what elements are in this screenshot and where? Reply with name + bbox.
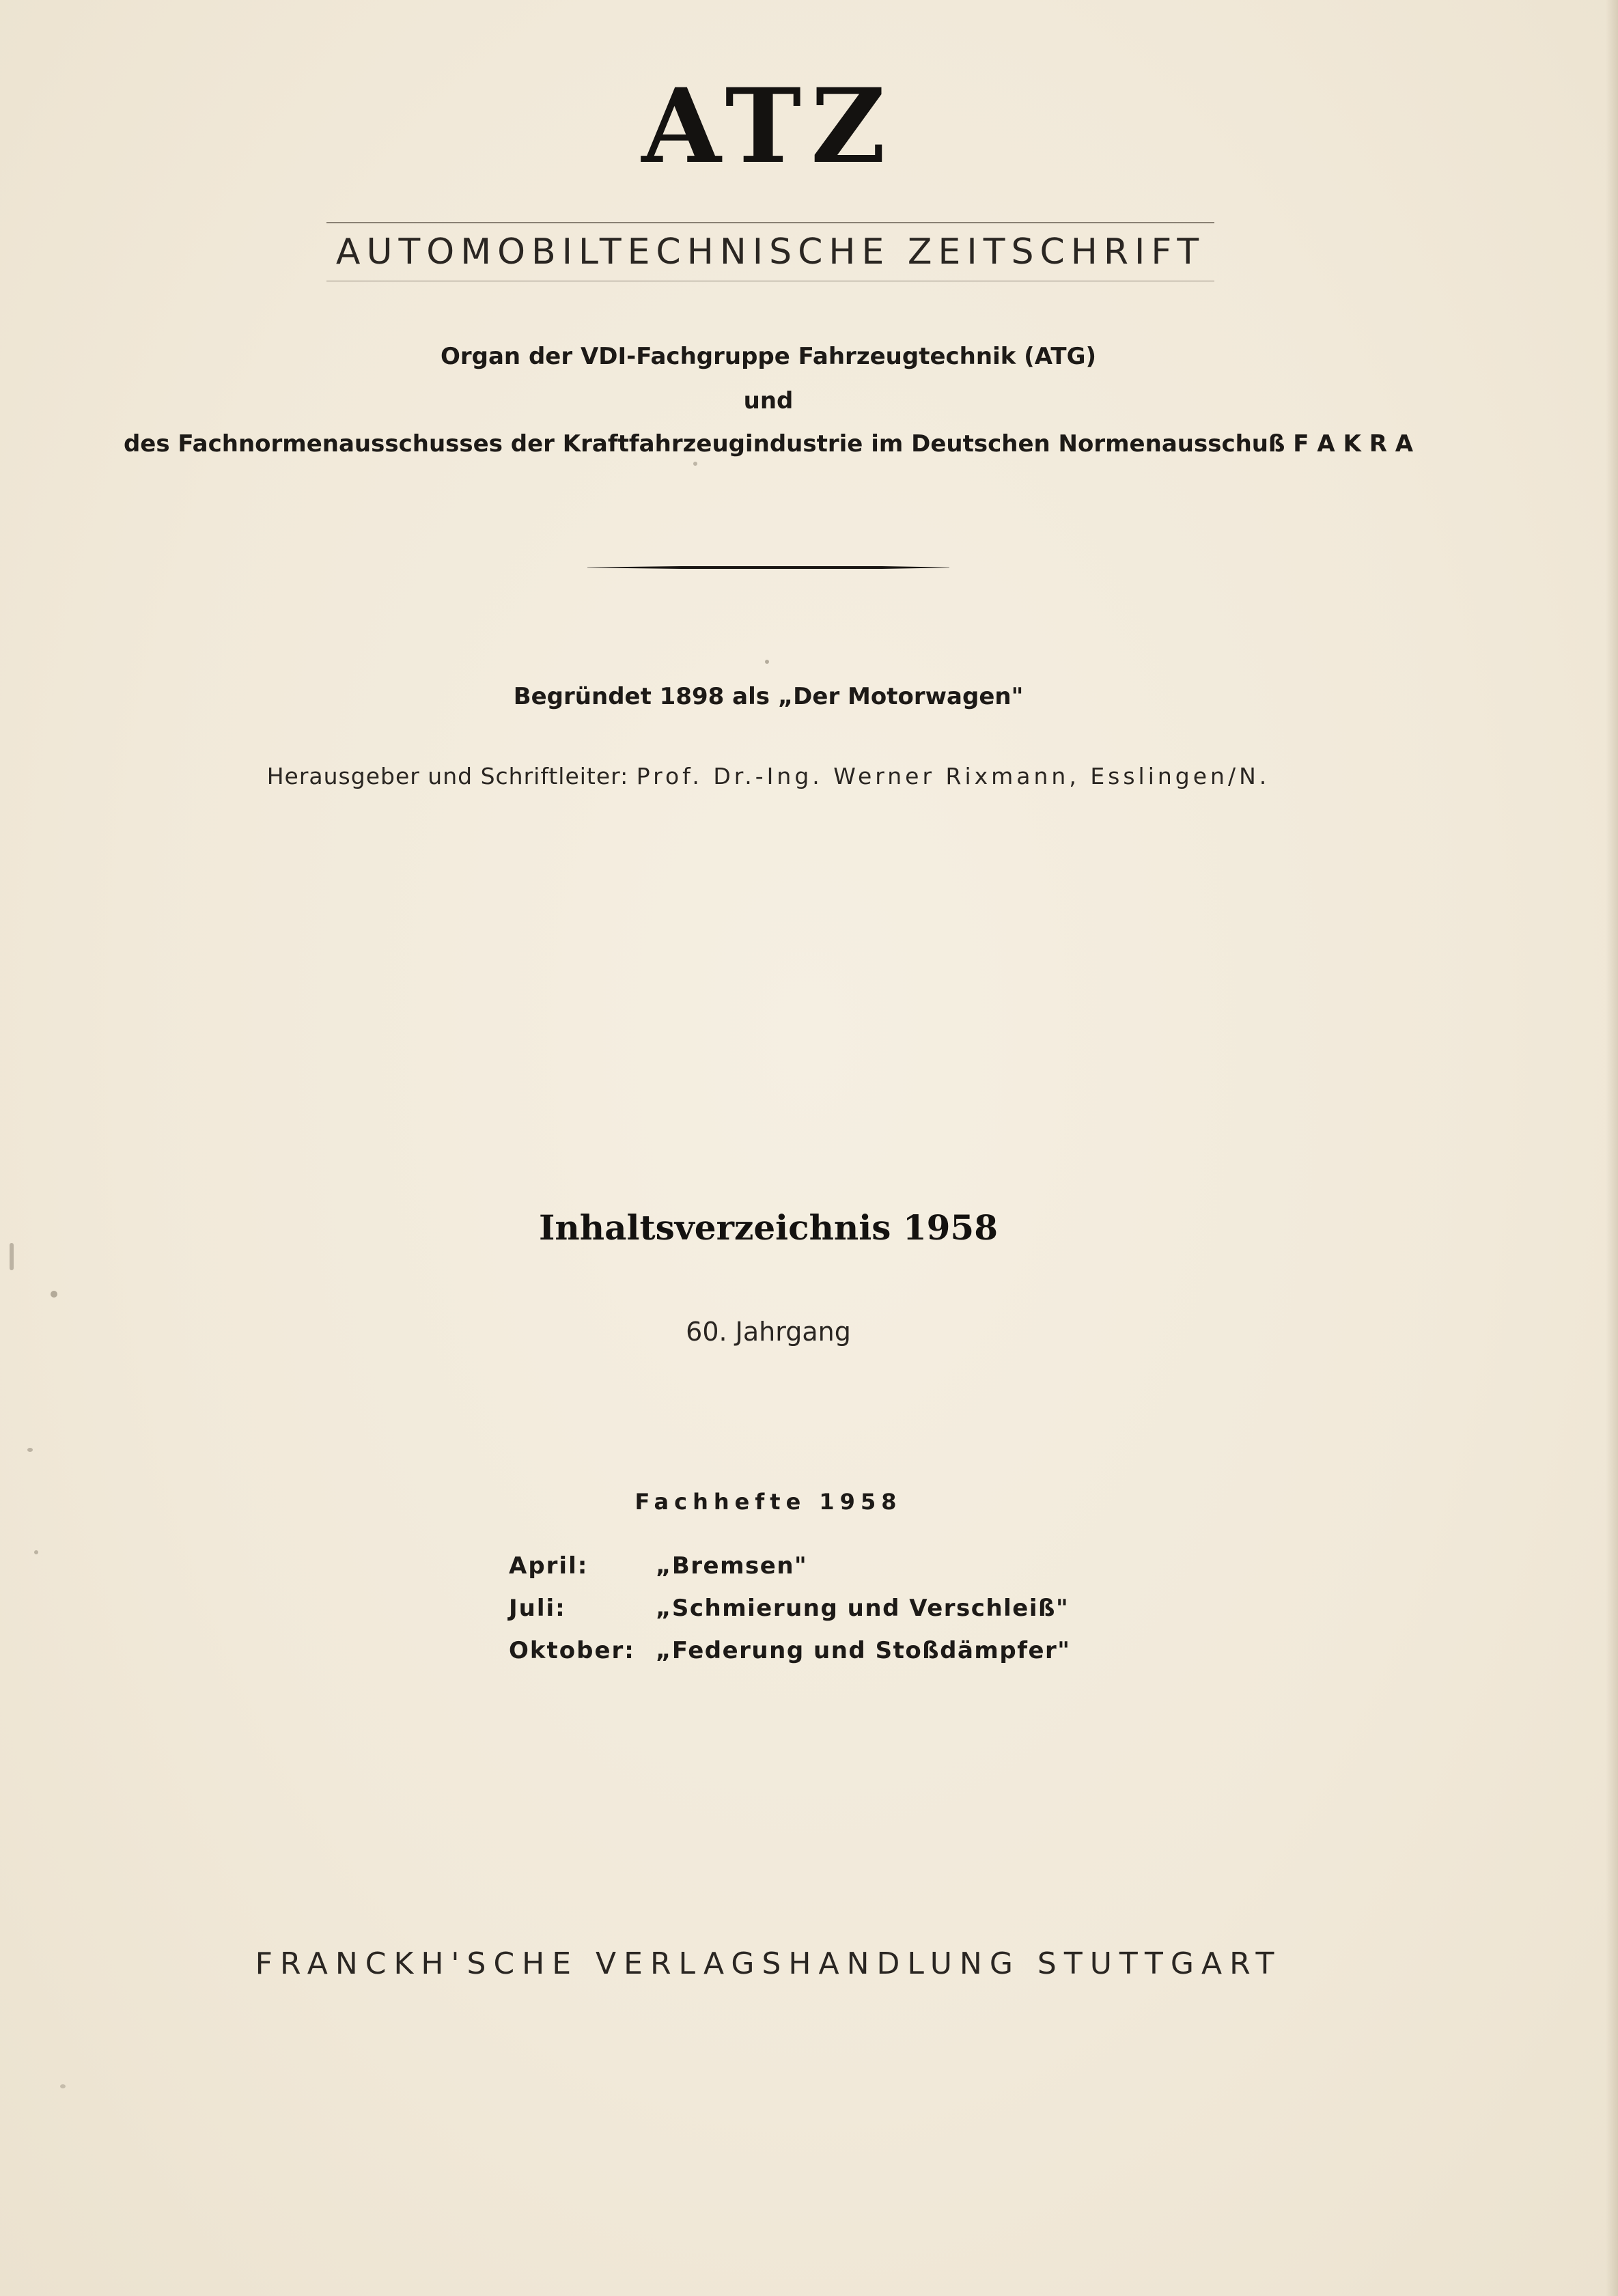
- list-item: [509, 1587, 1071, 1629]
- founded-line: Begründet 1898 als „Der Motorwagen": [513, 683, 1024, 710]
- issue-month: Oktober:: [509, 1637, 635, 1664]
- scan-artifact: [10, 1243, 14, 1270]
- list-item: [509, 1545, 1071, 1587]
- editor-label: Herausgeber und Schriftleiter:: [266, 763, 629, 789]
- journal-logo: ATZ: [641, 66, 895, 186]
- journal-subtitle-block: [326, 222, 1214, 283]
- volume-number: 60. Jahrgang: [686, 1317, 851, 1347]
- issue-topic: „Schmierung und Verschleiß": [656, 1595, 1070, 1622]
- scan-artifact: [765, 660, 769, 664]
- scan-artifact: [51, 1291, 57, 1298]
- issue-topic: „Bremsen": [656, 1552, 808, 1580]
- organ-line-2: und: [743, 387, 794, 415]
- organ-line-3: des Fachnormenausschusses der Kraftfahrzeugindustrie im Deutschen Normenausschuß F A K R A: [123, 430, 1414, 458]
- decorative-rule: [587, 565, 949, 570]
- issue-topic: „Federung und Stoßdämpfer": [656, 1637, 1071, 1664]
- special-issues-list: [509, 1545, 1071, 1672]
- editor-line: [0, 763, 1537, 789]
- scan-artifact: [693, 462, 697, 466]
- issue-month: April:: [509, 1552, 589, 1580]
- special-issues-heading: Fachhefte 1958: [634, 1489, 902, 1515]
- journal-subtitle: AUTOMOBILTECHNISCHE ZEITSCHRIFT: [335, 232, 1205, 272]
- toc-title: Inhaltsverzeichnis 1958: [539, 1207, 998, 1248]
- scan-artifact: [34, 1550, 38, 1554]
- subtitle-top-rule: [326, 222, 1214, 223]
- scan-artifact: [60, 2084, 66, 2088]
- editor-name: Prof. Dr.-Ing. Werner Rixmann, Esslingen/N.: [636, 763, 1270, 789]
- scan-artifact: [27, 1448, 33, 1452]
- publisher-line: FRANCKH'SCHE VERLAGSHANDLUNG STUTTGART: [255, 1946, 1282, 1981]
- page-edge-shadow: [1606, 0, 1618, 2296]
- organ-line-1: Organ der VDI-Fachgruppe Fahrzeugtechnik (ATG): [440, 343, 1097, 370]
- list-item: [509, 1629, 1071, 1672]
- issue-month: Juli:: [509, 1595, 566, 1622]
